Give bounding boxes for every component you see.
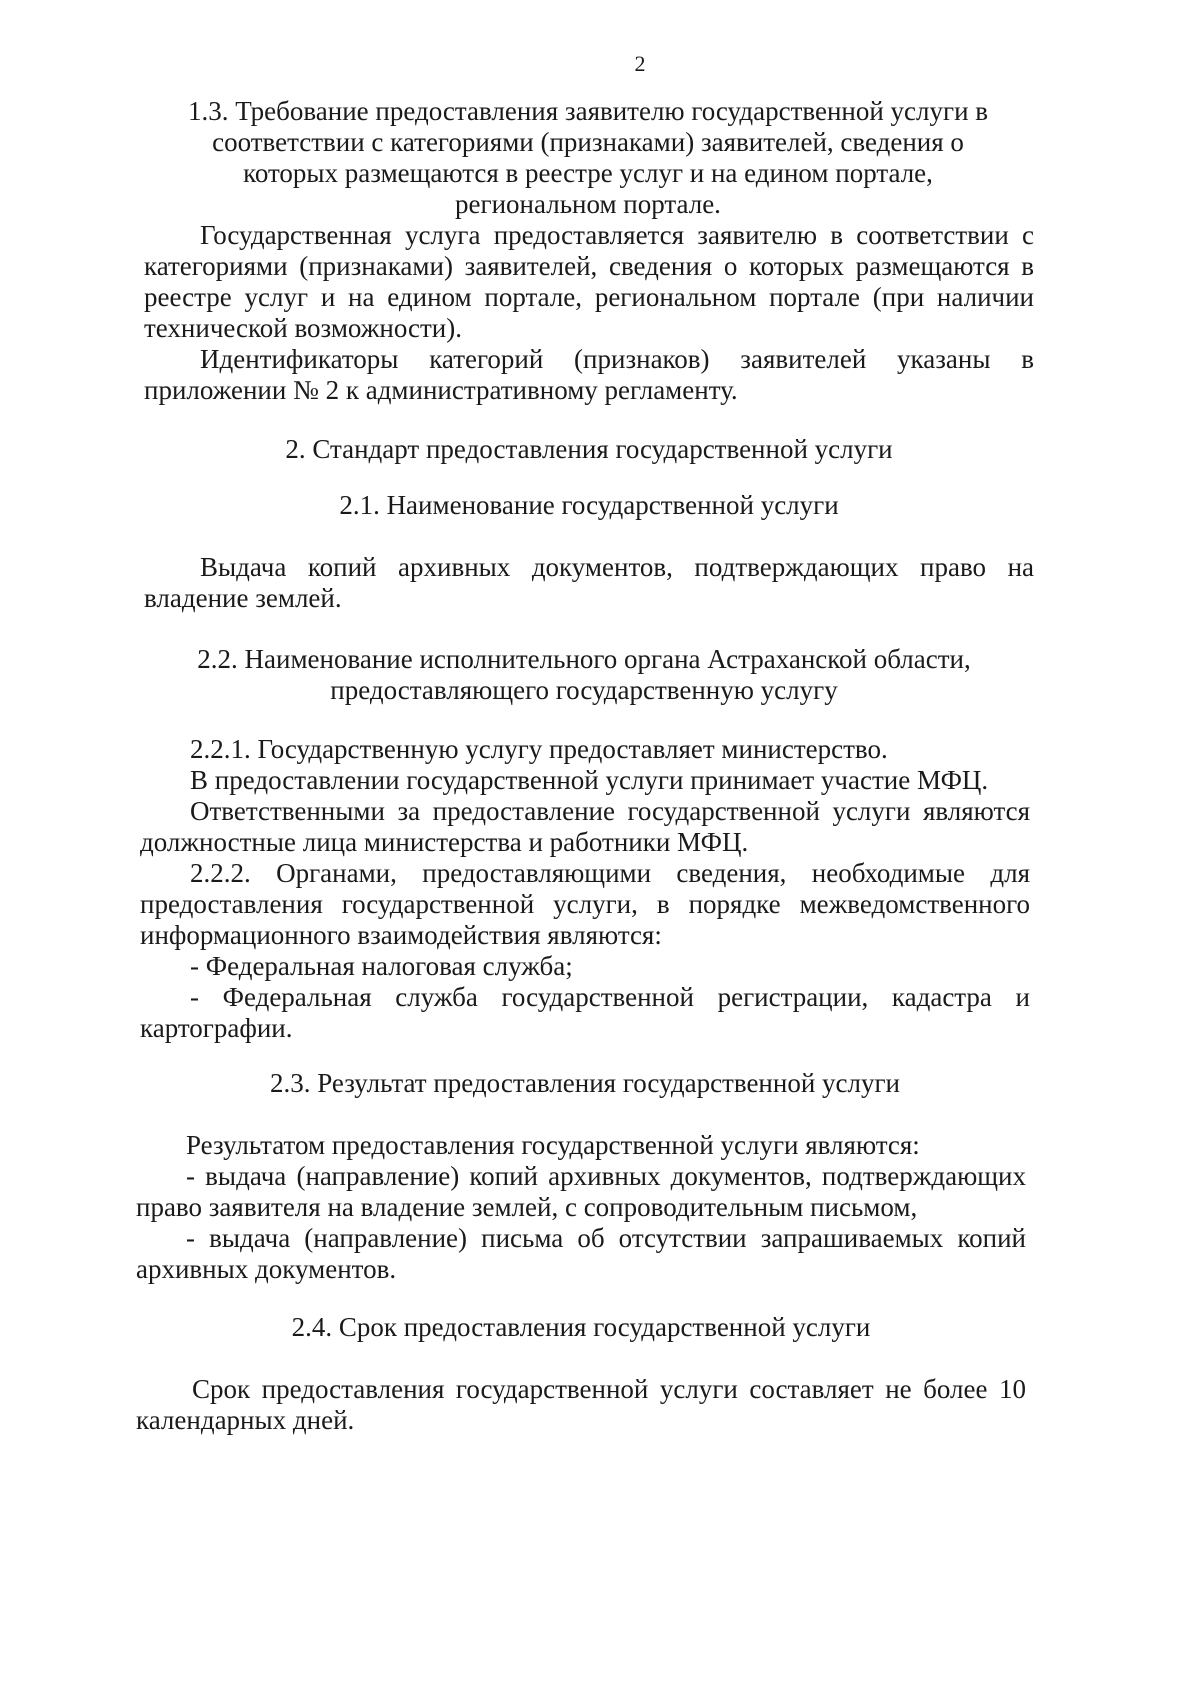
section-2-2-paragraph-5: - Федеральная налоговая служба;: [190, 951, 573, 981]
section-2-2-paragraph-2: В предоставлении государственной услуги принимает участие МФЦ.: [190, 765, 989, 795]
section-2-3-paragraph-2: - выдача (направление) копий архивных документов, подтверждающих право заявителя на владение землей, с сопроводительным письмом,: [136, 1161, 1026, 1222]
section-1-3-paragraph-1: Государственная услуга предоставляется заявителю в соответствии с категориями (признаками) заявителей, сведения о которых размещаются в реестре услуг и на едином портале, региональном портале (при наличии технической возможности).: [144, 220, 1034, 343]
section-2-3-heading: 2.3. Результат предоставления государственной услуги: [269, 1068, 901, 1098]
section-2-3-paragraph-3: - выдача (направление) письма об отсутствии запрашиваемых копий архивных документов.: [136, 1223, 1026, 1284]
section-2-1-heading: 2.1. Наименование государственной услуги: [339, 490, 839, 520]
section-2-4-paragraph: Срок предоставления государственной услуги составляет не более 10 календарных дней.: [136, 1374, 1026, 1435]
section-2-2-body: [140, 734, 1030, 1044]
section-2-1-paragraph: Выдача копий архивных документов, подтверждающих право на владение землей.: [144, 552, 1034, 613]
page-number: 2: [634, 51, 646, 76]
section-2-2-paragraph-6: - Федеральная служба государственной регистрации, кадастра и картографии.: [140, 982, 1030, 1043]
section-2-heading: 2. Стандарт предоставления государственной услуги: [285, 434, 893, 464]
section-2-3-body: [136, 1130, 1026, 1285]
section-2-4-heading: 2.4. Срок предоставления государственной услуги: [291, 1312, 871, 1342]
section-1-3-heading: 1.3. Требование предоставления заявителю государственной услуги в соответствии с категориями (признаками) заявителей, сведения о которых размещаются в реестре услуг и на едином портале, региональном портале.: [187, 96, 989, 219]
section-2-2-paragraph-3: Ответственными за предоставление государственной услуги являются должностные лица министерства и работники МФЦ.: [140, 796, 1030, 857]
section-2-2-heading-line-2: предоставляющего государственную услугу: [330, 675, 838, 705]
section-2-3-paragraph-1: Результатом предоставления государственной услуги являются:: [186, 1130, 920, 1160]
section-2-2-paragraph-4: 2.2.2. Органами, предоставляющими сведения, необходимые для предоставления государственной услуги, в порядке межведомственного информационного взаимодействия являются:: [140, 858, 1030, 950]
section-1-3-paragraph-2: Идентификаторы категорий (признаков) заявителей указаны в приложении № 2 к административному регламенту.: [144, 344, 1034, 405]
section-2-2-heading-line-1: 2.2. Наименование исполнительного органа Астраханской области,: [197, 644, 971, 674]
section-2-2-paragraph-1: 2.2.1. Государственную услугу предоставляет министерство.: [190, 734, 888, 764]
